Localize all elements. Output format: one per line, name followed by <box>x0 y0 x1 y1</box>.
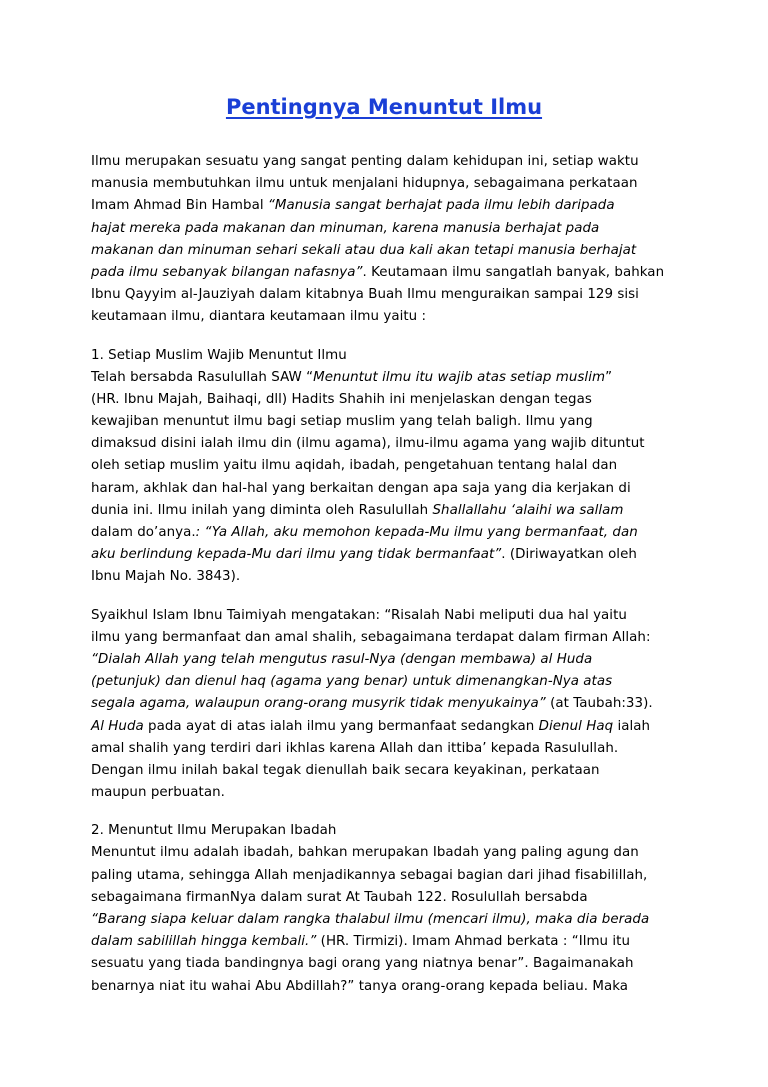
text-run: dunia ini. Ilmu inilah yang diminta oleh Rasulullah <box>91 502 433 518</box>
text-line: Ibnu Qayyim al-Jauziyah dalam kitabnya Buah Ilmu menguraikan sampai 129 sisi <box>91 287 639 303</box>
text-line: Dengan ilmu inilah bakal tegak dienullah baik secara keyakinan, perkataan <box>91 762 600 778</box>
quote-run: makanan dan minuman sehari sekali atau dua kali akan tetapi manusia berhajat <box>91 242 637 258</box>
quote-run: pada ilmu sebanyak bilangan nafasnya” <box>91 264 363 280</box>
text-line: maupun perbuatan. <box>91 785 225 801</box>
section-heading: 2. Menuntut Ilmu Merupakan Ibadah <box>91 823 337 839</box>
section-2 <box>91 820 691 998</box>
text-line: (HR. Ibnu Majah, Baihaqi, dll) Hadits Shahih ini menjelaskan dengan tegas <box>91 391 592 407</box>
intro-paragraph <box>91 151 691 329</box>
text-line <box>91 544 691 566</box>
paragraph-gap <box>91 589 691 605</box>
text-line <box>91 195 691 217</box>
text-line: haram, akhlak dan hal-hal yang berkaitan dengan apa saja yang dia kerjakan di <box>91 480 631 496</box>
quote-run: “Barang siapa keluar dalam rangka thalabul ilmu (mencari ilmu), maka dia berada <box>91 912 650 927</box>
text-line <box>91 649 691 671</box>
text-run: . (Diriwayatkan oleh <box>501 547 637 563</box>
text-line: sebagaimana firmanNya dalam surat At Taubah 122. Rosulullah bersabda <box>91 889 588 905</box>
quote-run: Al Huda <box>91 718 144 734</box>
quote-run: Dienul Haq <box>538 718 614 734</box>
paragraph-gap <box>91 329 691 345</box>
text-line <box>91 693 691 715</box>
text-line: benarnya niat itu wahai Abu Abdillah?” tanya orang-orang kepada beliau. Maka <box>91 978 629 994</box>
text-run: ialah <box>613 718 651 734</box>
quote-run: (petunjuk) dan dienul haq (agama yang benar) untuk dimenangkan-Nya atas <box>91 674 613 690</box>
text-line <box>91 500 691 522</box>
text-line: Menuntut ilmu adalah ibadah, bahkan merupakan Ibadah yang paling agung dan <box>91 845 639 861</box>
quote-run: dalam sabilillah hingga kembali.” <box>91 934 317 950</box>
quote-run: hajat mereka pada makanan dan minuman, karena manusia berhajat pada <box>91 220 600 236</box>
text-run: pada ayat di atas ialah ilmu yang bermanfaat sedangkan <box>143 718 539 734</box>
section-1 <box>91 345 691 589</box>
text-line <box>91 218 691 240</box>
text-line <box>91 931 691 953</box>
text-run: . Keutamaan ilmu sangatlah banyak, bahkan <box>362 264 665 280</box>
text-line: Ibnu Majah No. 3843). <box>91 569 241 585</box>
text-line <box>91 716 691 738</box>
text-run: ” <box>605 369 613 385</box>
text-line: keutamaan ilmu, diantara keutamaan ilmu yaitu : <box>91 309 427 325</box>
text-line: oleh setiap muslim yaitu ilmu aqidah, ibadah, pengetahuan tentang halal dan <box>91 458 618 474</box>
text-line: paling utama, sehingga Allah menjadikannya sebagai bagian dari jihad fisabilillah, <box>91 867 648 883</box>
document-title: Pentingnya Menuntut Ilmu <box>225 95 543 119</box>
text-line <box>91 367 691 389</box>
taimiyah-paragraph <box>91 605 691 805</box>
quote-run: “Dialah Allah yang telah mengutus rasul-Nya (dengan membawa) al Huda <box>91 651 593 667</box>
text-line: dimaksud disini ialah ilmu din (ilmu agama), ilmu-ilmu agama yang wajib dituntut <box>91 436 645 452</box>
quote-run: Shallallahu ‘alaihi wa sallam <box>432 502 624 518</box>
paragraph-gap <box>91 804 691 820</box>
text-run: Telah bersabda Rasulullah SAW “ <box>91 369 314 385</box>
text-line: ilmu yang bermanfaat dan amal shalih, sebagaimana terdapat dalam firman Allah: <box>91 629 651 645</box>
text-run: (at Taubah:33). <box>545 696 653 712</box>
text-line <box>91 909 691 931</box>
text-line: Syaikhul Islam Ibnu Taimiyah mengatakan: “Risalah Nabi meliputi dua hal yaitu <box>91 607 627 623</box>
text-line <box>91 240 691 262</box>
text-run: dalam do’anya. <box>91 525 196 540</box>
quote-run: aku berlindung kepada-Mu dari ilmu yang tidak bermanfaat” <box>91 547 502 563</box>
text-line: Ilmu merupakan sesuatu yang sangat penting dalam kehidupan ini, setiap waktu <box>91 154 639 169</box>
quote-run: : “Ya Allah, aku memohon kepada-Mu ilmu yang bermanfaat, dan <box>195 525 638 540</box>
quote-run: segala agama, walaupun orang-orang musyrik tidak menyukainya” <box>91 696 546 712</box>
text-line <box>91 262 691 284</box>
quote-run: Menuntut ilmu itu wajib atas setiap muslim <box>313 369 606 385</box>
text-line: sesuatu yang tiada bandingnya bagi orang yang niatnya benar”. Bagaimanakah <box>91 956 634 972</box>
text-run: Imam Ahmad Bin Hambal <box>91 198 268 214</box>
text-line <box>91 522 691 544</box>
text-line <box>91 671 691 693</box>
quote-run: “Manusia sangat berhajat pada ilmu lebih daripada <box>267 198 615 214</box>
text-line: manusia membutuhkan ilmu untuk menjalani hidupnya, sebagaimana perkataan <box>91 176 638 192</box>
text-line: kewajiban menuntut ilmu bagi setiap muslim yang telah baligh. Ilmu yang <box>91 414 593 430</box>
document-body <box>91 151 691 998</box>
text-run: (HR. Tirmizi). Imam Ahmad berkata : “Ilmu itu <box>316 934 631 950</box>
section-heading: 1. Setiap Muslim Wajib Menuntut Ilmu <box>91 347 347 363</box>
text-line: amal shalih yang terdiri dari ikhlas karena Allah dan ittiba’ kepada Rasulullah. <box>91 740 619 756</box>
